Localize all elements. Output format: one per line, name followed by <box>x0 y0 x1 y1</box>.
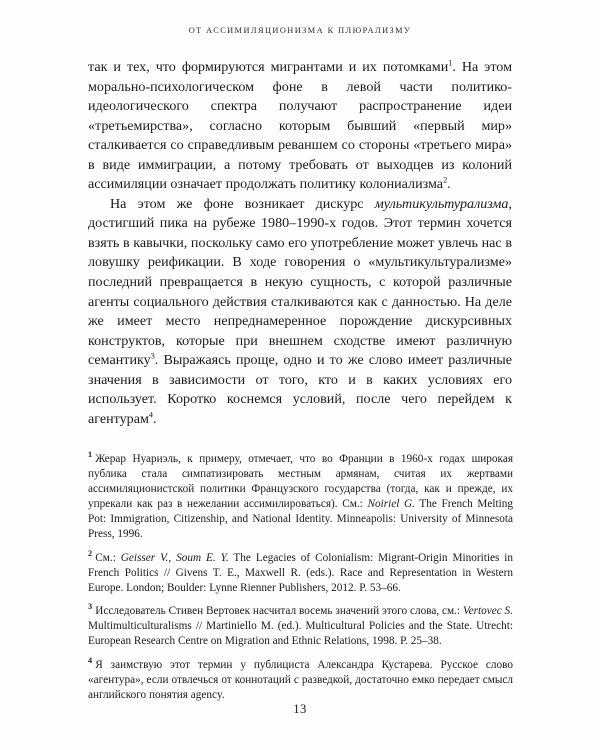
footnote-entry: $^2$ См.: Geisser V., Soum E. Y. The Legacies of Colonialism: Migrant-Origin Minorities in French Politics // Givens T. E., Maxwell R. (eds.). Race and Representation in Western Europe. London; Boulder: Lynne Rienner Publishers, 2012. P. 53–66. <box>88 548 514 594</box>
footnote-reference[interactable]: 2 <box>443 175 448 185</box>
footnote-entry: $^1$ Жерар Нуариэль, к примеру, отмечает, что во Франции в 1960-х годах широкая публика стала симпатизировать местным армянам, считая их жертвами ассимиляционистской политики Французского государства (тогда, как и прежде, их упрекали как раз в нежелании ассимилироваться). См.: Noiriel G. The French Melting Pot: Immigration, Citizenship, and National Identity. Minneapolis: University of Minnesota Press, 1996. <box>88 450 513 540</box>
footnote-entry: $^3$ Исследователь Стивен Вертовек насчитал восемь значений этого слова, см.: Vertovec S. Multimulticulturalisms // Martiniello M. (ed.). Multicultural Policies and the State. Utrecht: European Research Centre on Migration and Ethnic Relations, 1998. P. 25–38. <box>88 602 513 647</box>
body-paragraph: так и тех, что формируются мигрантами и их потомками$^1$. На этом морально-психологическом фоне в левой части политико-идеологического спектра получают распространение идеи «третьемирства», согласно которым бывший «первый мир» сталкивается со справедливым реваншем со стороны «третьего мира» в виде иммиграции, а потому требовать от выходцев из колоний ассимиляции означает продолжать политику колониализма$^2$. <box>88 58 512 193</box>
footnote-marker: 2 <box>88 548 93 558</box>
footnotes-block <box>88 452 513 703</box>
footnote-reference[interactable]: 4 <box>148 410 153 420</box>
page-number: 13 <box>293 702 307 716</box>
footnote-reference[interactable]: 3 <box>150 351 155 361</box>
body-paragraph: На этом же фоне возникает дискурс мультикультурализма, достигший пика на рубеже 1980–1990-х годов. Этот термин хочется взять в кавычки, поскольку само его употребление может увлечь нас в ловушку реификации. В ходе говорения о «мультикультурализме» последний превращается в некую сущность, с которой различные агенты социального действия сталкиваются как с данностью. На деле же имеет место непреднамеренное порождение дискурсивных конструктов, которые при внешнем сходстве имеют различную семантику$^3$. Выражаясь проще, одно и то же слово имеет различные значения в зависимости от того, кто и в каких условиях его использует. Коротко коснемся условий, после чего перейдем к агентурам$^4$. <box>88 195 512 427</box>
emphasis-text: Geisser V., Soum E. Y. <box>120 551 229 564</box>
running-head: ОТ АССИМИЛЯЦИОНИЗМА К ПЛЮРАЛИЗМУ <box>188 26 412 35</box>
footnote-marker: 3 <box>88 602 93 612</box>
body-text-block <box>88 58 512 429</box>
emphasis-text: Noiriel G. <box>367 498 415 510</box>
emphasis-text: мультикультурализма <box>374 195 509 212</box>
footnote-entry: $^4$ Я заимствую этот термин у публициста Александра Кустарева. Русское слово «агентура», если отвлечься от коннотаций с разведкой, достаточно емко передает смысл английского понятия agency. <box>88 655 513 701</box>
footnote-marker: 4 <box>88 655 93 665</box>
footnote-marker: 1 <box>88 450 93 460</box>
emphasis-text: Vertovec S. <box>462 605 513 617</box>
footnote-reference[interactable]: 1 <box>448 58 453 68</box>
